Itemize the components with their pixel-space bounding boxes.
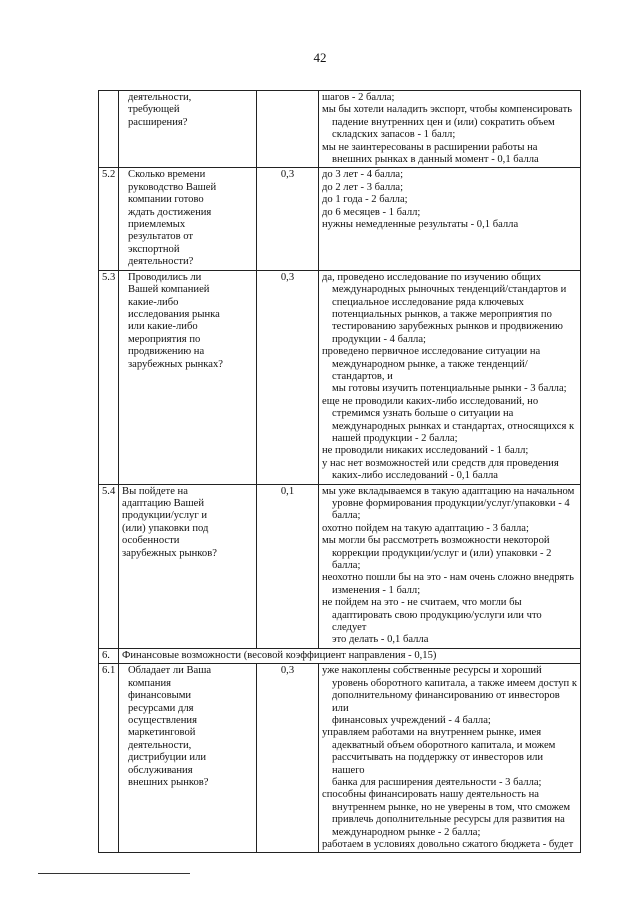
footnote-divider [38, 873, 190, 874]
text-line: зарубежных рынках? [128, 358, 223, 370]
row-number: 6. [99, 648, 119, 663]
text-line: адекватный объем оборотного капитала, и можем [332, 739, 556, 751]
text-line: нашей продукции - 2 балла; [332, 432, 458, 444]
text-line: зарубежных рынков? [122, 547, 217, 559]
text-line: международном рынке, а также тенденций/стандартов, и [332, 358, 528, 382]
text-line: деятельности? [128, 256, 194, 268]
page-number: 42 [313, 50, 327, 65]
text-line: расширения? [128, 116, 188, 128]
text-line: до 6 месяцев - 1 балл; [322, 206, 421, 218]
text-line: до 1 года - 2 балла; [322, 194, 408, 206]
text-line: особенности [122, 535, 180, 547]
text-line: мы уже вкладываемся в такую адаптацию на начальном [322, 485, 575, 497]
question-cell [119, 91, 257, 168]
text-line: приемлемых [128, 219, 186, 231]
weight-cell: 0,3 [257, 270, 319, 484]
table-row-5-4 [99, 484, 581, 648]
text-line: международных рыночных тенденций/стандартов и [332, 284, 567, 296]
weight-cell: 0,1 [257, 484, 319, 648]
text-line: каких-либо исследований - 0,1 балла [332, 470, 498, 482]
text-line: результатов от [128, 231, 194, 243]
evaluation-table [98, 90, 581, 853]
text-line: уже накоплены собственные ресурсы и хороший [322, 665, 542, 677]
text-line: мы не заинтересованы в расширении работы на [322, 141, 538, 153]
text-line: охотно пойдем на такую адаптацию - 3 балла; [322, 522, 529, 534]
text-line: финансовых учреждений - 4 балла; [332, 714, 491, 726]
table-row-5-3 [99, 270, 581, 484]
text-line: деятельности, [128, 92, 192, 103]
text-line: до 2 лет - 3 балла; [322, 181, 404, 193]
row-number: 5.4 [99, 484, 119, 648]
text-line: компании готово [128, 194, 204, 206]
weight-cell: 0,3 [257, 664, 319, 853]
text-line: банка для расширения деятельности - 3 балла; [332, 776, 542, 788]
answer-cell [319, 270, 581, 484]
text-line: Вашей компанией [128, 284, 210, 296]
text-line: мы готовы изучить потенциальные рынки - 3 балла; [332, 383, 567, 395]
text-line: шагов - 2 балла; [322, 92, 395, 103]
text-line: ждать достижения [128, 206, 212, 218]
text-line: балла; [332, 510, 361, 522]
answer-cell [319, 91, 581, 168]
text-line: (или) упаковки под [122, 522, 209, 534]
text-line: складских запасов - 1 балл; [332, 129, 456, 141]
text-line: уровне формирования продукции/услуг/упаковки - 4 [332, 498, 570, 509]
weight-cell: 0,3 [257, 168, 319, 270]
text-line: дистрибуции или [128, 752, 207, 764]
text-line: тестированию зарубежных рынков и продвижению [332, 321, 563, 333]
question-cell [119, 270, 257, 484]
text-line: требующей [128, 104, 180, 116]
question-cell [119, 664, 257, 853]
text-line: нужны немедленные результаты - 0,1 балла [322, 219, 519, 231]
question-cell [119, 168, 257, 270]
text-line: до 3 лет - 4 балла; [322, 169, 404, 181]
text-line: Вы пойдете на [122, 485, 188, 497]
text-line: адаптировать свою продукцию/услуги или что следует [332, 609, 542, 634]
text-line: не пойдем на это - не считаем, что могли бы [322, 597, 522, 609]
text-line: специальное исследование ряда ключевых [332, 296, 524, 308]
row-number: 5.3 [99, 270, 119, 484]
text-line: внешних рынках в данный момент - 0,1 балла [332, 154, 539, 166]
text-line: падение внутренних цен и (или) сократить объем [332, 116, 555, 128]
text-line: международных рынках и стандартах, относящихся к [332, 420, 575, 432]
text-line: какие-либо [128, 296, 179, 308]
text-line: уровень оборотного капитала, а также имеем доступ к [332, 677, 577, 689]
text-line: проведено первичное исследование ситуации на [322, 346, 541, 358]
table-row-continued [99, 91, 581, 168]
text-line: внешних рынков? [128, 776, 209, 788]
row-number [99, 91, 119, 168]
answer-cell [319, 168, 581, 270]
question-cell [119, 484, 257, 648]
text-line: продвижению на [128, 346, 205, 358]
text-line: маркетинговой [128, 727, 196, 739]
text-line: Сколько времени [128, 169, 206, 181]
text-line: у нас нет возможностей или средств для проведения [322, 457, 559, 469]
text-line: работаем в условиях довольно сжатого бюджета - будет [322, 838, 574, 850]
text-line: коррекции продукции/услуг и (или) упаковки - 2 балла; [332, 547, 552, 572]
text-line: экспортной [128, 243, 180, 255]
text-line: управляем работами на внутреннем рынке, имея [322, 727, 542, 739]
text-line: Обладает ли Ваша [128, 665, 212, 677]
text-line: ресурсами для [128, 702, 194, 714]
text-line: международном рынке - 2 балла; [332, 826, 481, 838]
text-line: стремимся узнать больше о ситуации на [332, 408, 514, 420]
answer-cell [319, 664, 581, 853]
table-row-6-1 [99, 664, 581, 853]
text-line: или какие-либо [128, 321, 198, 333]
text-line: обслуживания [128, 764, 193, 776]
text-line: это делать - 0,1 балла [332, 634, 429, 646]
text-line: исследования рынка [128, 308, 220, 320]
text-line: изменения - 1 балл; [332, 584, 421, 596]
text-line: рассчитывать на поддержку от инвесторов или нашего [332, 752, 544, 776]
text-line: руководство Вашей [128, 181, 217, 193]
text-line: дополнительному финансированию от инвесторов или [332, 690, 560, 714]
section-title: Финансовые возможности (весовой коэффициент направления - 0,15) [119, 648, 581, 663]
text-line: мы могли бы рассмотреть возможности некоторой [322, 535, 550, 547]
table-row-5-2 [99, 168, 581, 270]
text-line: Проводились ли [128, 271, 202, 283]
text-line: способны финансировать нашу деятельность на [322, 789, 539, 801]
text-line: финансовыми [128, 690, 192, 702]
text-line: потенциальных рынков, а также мероприятия по [332, 308, 552, 320]
text-line: адаптацию Вашей [122, 498, 204, 509]
text-line: мы бы хотели наладить экспорт, чтобы компенсировать [322, 104, 573, 116]
text-line: деятельности, [128, 739, 192, 751]
text-line: продукции - 4 балла; [332, 333, 426, 345]
text-line: мероприятия по [128, 333, 201, 345]
text-line: еще не проводили каких-либо исследований, но [322, 395, 539, 407]
weight-cell [257, 91, 319, 168]
text-line: неохотно пошли бы на это - нам очень сложно внедрять [322, 572, 574, 584]
text-line: продукции/услуг и [122, 510, 207, 522]
text-line: осуществления [128, 714, 197, 726]
answer-cell [319, 484, 581, 648]
text-line: привлечь дополнительные ресурсы для развития на [332, 814, 565, 826]
text-line: не проводили никаких исследований - 1 балл; [322, 445, 529, 457]
row-number: 6.1 [99, 664, 119, 853]
text-line: да, проведено исследование по изучению общих [322, 271, 542, 283]
text-line: внутреннем рынке, но не уверены в том, что сможем [332, 801, 571, 813]
table-row-6 [99, 648, 581, 663]
text-line: компания [128, 677, 171, 689]
row-number: 5.2 [99, 168, 119, 270]
